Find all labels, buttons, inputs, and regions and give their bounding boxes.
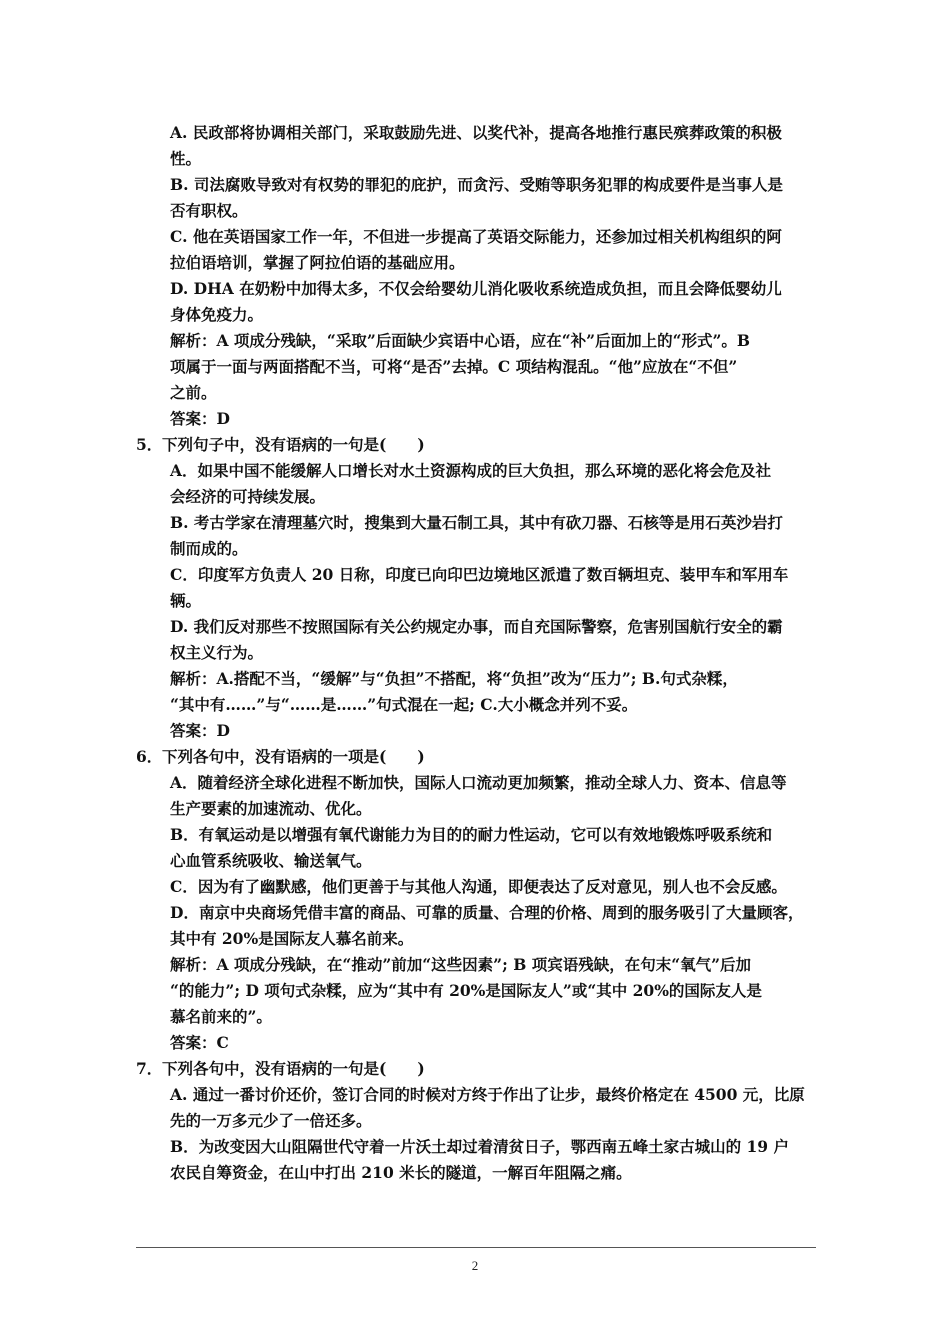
q7-stem	[136, 1056, 816, 1082]
q6-option-b	[136, 822, 816, 874]
text-line: D. DHA 在奶粉中加得太多，不仅会给婴幼儿消化吸收系统造成负担，而且会降低婴幼儿	[170, 279, 782, 298]
page-content	[136, 120, 816, 1186]
text-line: A. 通过一番讨价还价，签订合同的时候对方终于作出了让步，最终价格定在 4500 元，比原	[170, 1085, 805, 1104]
text-line: 否有职权。	[170, 201, 248, 220]
q4-answer: 答案：D	[170, 409, 230, 428]
question-text: 下列各句中，没有语病的一句是( )	[162, 1059, 425, 1078]
text-line: 心血管系统吸收、输送氧气。	[170, 851, 372, 870]
q5-option-b	[136, 510, 816, 562]
q6-option-a	[136, 770, 816, 822]
text-line: B．为改变因大山阻隔世代守着一片沃土却过着清贫日子，鄂西南五峰土家古城山的 19 户	[170, 1137, 789, 1156]
q5-answer: 答案：D	[170, 721, 230, 740]
q6-stem	[136, 744, 816, 770]
text-line: 身体免疫力。	[170, 305, 264, 324]
text-line: “其中有……”与“……是……”句式混在一起; C.大小概念并列不妥。	[170, 695, 638, 714]
page-number: 2	[471, 1258, 479, 1273]
text-line: 先的一万多元少了一倍还多。	[170, 1111, 372, 1130]
text-line: A．随着经济全球化进程不断加快，国际人口流动更加频繁，推动全球人力、资本、信息等	[170, 773, 787, 792]
q4-option-a	[136, 120, 816, 172]
text-line: 解析：A.搭配不当，“缓解”与“负担”不搭配，将“负担”改为“压力”; B.句式杂糅，	[170, 669, 738, 688]
q5-stem	[136, 432, 816, 458]
q7-option-b	[136, 1134, 816, 1186]
text-line: 慕名前来的”。	[170, 1007, 272, 1026]
q5-option-a	[136, 458, 816, 510]
text-line: 会经济的可持续发展。	[170, 487, 326, 506]
text-line: A. 民政部将协调相关部门，采取鼓励先进、以奖代补，提高各地推行惠民殡葬政策的积极	[170, 123, 782, 142]
text-line: “的能力”; D 项句式杂糅，应为“其中有 20%是国际友人”或“其中 20%的国际友人是	[170, 981, 762, 1000]
text-line: 解析：A 项成分残缺，“采取”后面缺少宾语中心语，应在“补”后面加上的“形式”。B	[170, 331, 751, 350]
text-line: 制而成的。	[170, 539, 248, 558]
question-text: 下列句子中，没有语病的一句是( )	[162, 435, 425, 454]
text-line: B. 司法腐败导致对有权势的罪犯的庇护，而贪污、受贿等职务犯罪的构成要件是当事人是	[170, 175, 783, 194]
text-line: 拉伯语培训，掌握了阿拉伯语的基础应用。	[170, 253, 465, 272]
text-line: 之前。	[170, 383, 217, 402]
q5-analysis	[136, 666, 816, 718]
question-number: 6．	[136, 747, 163, 766]
footer-divider	[136, 1247, 816, 1248]
text-line: D. 我们反对那些不按照国际有关公约规定办事，而自充国际警察，危害别国航行安全的霸	[170, 617, 783, 636]
q6-option-c	[136, 874, 816, 900]
text-line: 生产要素的加速流动、优化。	[170, 799, 372, 818]
q4-option-b	[136, 172, 816, 224]
text-line: A．如果中国不能缓解人口增长对水土资源构成的巨大负担，那么环境的恶化将会危及社	[170, 461, 772, 480]
text-line: D．南京中央商场凭借丰富的商品、可靠的质量、合理的价格、周到的服务吸引了大量顾客，	[170, 903, 804, 922]
text-line: B．有氧运动是以增强有氧代谢能力为目的的耐力性运动，它可以有效地锻炼呼吸系统和	[170, 825, 773, 844]
q6-analysis	[136, 952, 816, 1030]
q7-option-a	[136, 1082, 816, 1134]
text-line: C．印度军方负责人 20 日称，印度已向印巴边境地区派遣了数百辆坦克、装甲车和军用车	[170, 565, 789, 584]
question-number: 5．	[136, 435, 163, 454]
text-line: 解析：A 项成分残缺，在“推动”前加“这些因素”; B 项宾语残缺，在句末“氧气”后加	[170, 955, 752, 974]
q4-analysis	[136, 328, 816, 406]
question-text: 下列各句中，没有语病的一项是( )	[162, 747, 425, 766]
text-line: B. 考古学家在清理墓穴时，搜集到大量石制工具，其中有砍刀器、石核等是用石英沙岩打	[170, 513, 783, 532]
text-line: 性。	[170, 149, 202, 168]
q4-option-d	[136, 276, 816, 328]
q6-option-d	[136, 900, 816, 952]
q5-option-d	[136, 614, 816, 666]
text-line: C．因为有了幽默感，他们更善于与其他人沟通，即便表达了反对意见，别人也不会反感。	[170, 877, 787, 896]
q5-option-c	[136, 562, 816, 614]
q6-answer: 答案：C	[170, 1033, 229, 1052]
question-number: 7．	[136, 1059, 163, 1078]
text-line: 项属于一面与两面搭配不当，可将“是否”去掉。C 项结构混乱。“他”应放在“不但”	[170, 357, 738, 376]
text-line: 权主义行为。	[170, 643, 264, 662]
q4-option-c	[136, 224, 816, 276]
text-line: 其中有 20%是国际友人慕名前来。	[170, 929, 414, 948]
text-line: C. 他在英语国家工作一年，不但进一步提高了英语交际能力，还参加过相关机构组织的阿	[170, 227, 782, 246]
text-line: 农民自筹资金，在山中打出 210 米长的隧道，一解百年阻隔之痛。	[170, 1163, 632, 1182]
text-line: 辆。	[170, 591, 202, 610]
